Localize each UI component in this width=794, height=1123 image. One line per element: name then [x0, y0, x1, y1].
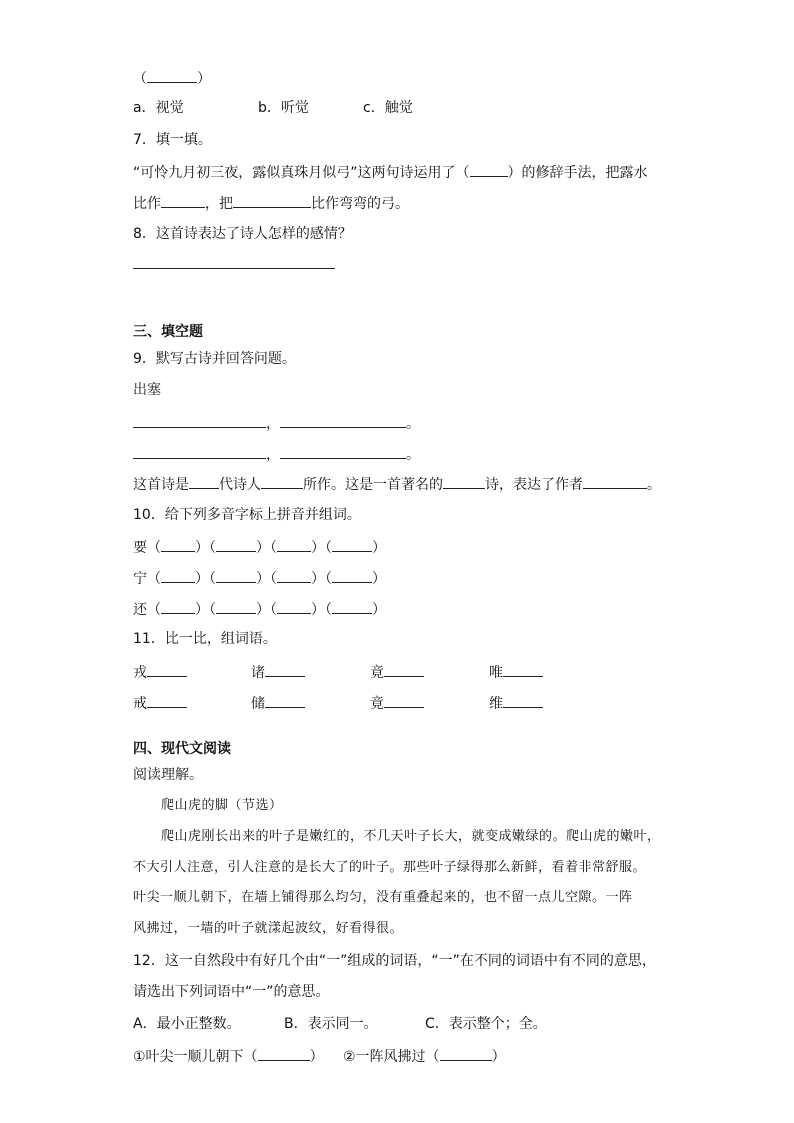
compare-char: 储 — [251, 696, 265, 712]
compare-char: 戒 — [133, 696, 147, 712]
q12-option-a: A．最小正整数。 — [133, 1016, 241, 1032]
q7-line2 — [133, 193, 409, 213]
q7-line1 — [133, 162, 648, 182]
compare-char: 维 — [489, 696, 503, 712]
poem-blank[interactable] — [133, 413, 266, 428]
passage-title: 爬山虎的脚（节选） — [161, 798, 283, 813]
compare-item — [251, 662, 305, 682]
compare-item — [370, 693, 424, 713]
poem-line-1 — [133, 413, 420, 433]
q10-title: 10．给下列多音字标上拼音并组词。 — [133, 507, 361, 523]
emotion-blank[interactable] — [583, 474, 647, 489]
answer-blank[interactable] — [233, 193, 311, 208]
compare-item — [489, 693, 543, 713]
q8-title: 8．这首诗表达了诗人怎样的感情？ — [133, 226, 352, 242]
q9-text: 所作。这是一首著名的 — [303, 477, 443, 493]
word-blank[interactable] — [147, 662, 187, 677]
section3-heading: 三、填空题 — [133, 324, 203, 340]
polyphone-char: 宁 — [133, 571, 147, 587]
q7-text: ，把 — [205, 196, 233, 212]
dynasty-blank[interactable] — [189, 474, 219, 489]
word-blank[interactable] — [503, 693, 543, 708]
q12-item-2 — [343, 1046, 506, 1066]
pinyin-blank[interactable] — [161, 599, 195, 614]
q9-text: 诗，表达了作者 — [485, 477, 583, 493]
period: 。 — [406, 416, 420, 432]
option-c: c．触觉 — [363, 100, 413, 116]
compare-char: 戎 — [133, 665, 147, 681]
comma: ， — [266, 416, 280, 432]
word-blank[interactable] — [384, 662, 424, 677]
q12-option-c: C．表示整个；全。 — [425, 1016, 547, 1032]
q9-text: 。 — [647, 477, 661, 493]
q12-option-b: B．表示同一。 — [284, 1016, 378, 1032]
passage-line: 风拂过，一墙的叶子就漾起波纹，好看得很。 — [133, 921, 404, 936]
word-blank[interactable] — [332, 568, 372, 583]
passage-line: 爬山虎刚长出来的叶子是嫩红的，不几天叶子长大，就变成嫩绿的。爬山虎的嫩叶， — [161, 829, 661, 844]
pinyin-blank[interactable] — [277, 568, 311, 583]
q9-title: 9．默写古诗并回答问题。 — [133, 351, 296, 367]
compare-char: 竟 — [370, 696, 384, 712]
word-blank[interactable] — [265, 662, 305, 677]
q7-text: 比作弯弯的弓。 — [311, 196, 409, 212]
compare-item — [251, 693, 305, 713]
poem-title: 出塞 — [133, 382, 161, 398]
q7-text: “可怜九月初三夜，露似真珠月似弓”这两句诗运用了（ — [133, 165, 470, 181]
polyphone-char: 还 — [133, 602, 147, 618]
polyphone-char: 要 — [133, 540, 147, 556]
polyphone-row: 要（ ）（ ）（ ）（ ） — [133, 537, 386, 557]
answer-blank[interactable] — [258, 1046, 310, 1061]
poem-blank[interactable] — [133, 444, 266, 459]
period: 。 — [406, 447, 420, 463]
word-blank[interactable] — [216, 599, 256, 614]
q6-answer-line — [133, 68, 211, 88]
word-blank[interactable] — [216, 568, 256, 583]
close-paren: ） — [197, 71, 211, 87]
poet-blank[interactable] — [261, 474, 303, 489]
compare-item — [133, 693, 187, 713]
pinyin-blank[interactable] — [277, 599, 311, 614]
open-paren: （ — [133, 71, 147, 87]
q8-answer-line[interactable] — [133, 268, 335, 269]
poem-blank[interactable] — [280, 413, 406, 428]
answer-blank[interactable] — [161, 193, 205, 208]
option-b: b．听觉 — [258, 100, 309, 116]
section4-heading: 四、现代文阅读 — [133, 741, 231, 757]
pinyin-blank[interactable] — [277, 537, 311, 552]
passage-line: 不大引人注意，引人注意的是长大了的叶子。那些叶子绿得那么新鲜，看着非常舒服。 — [133, 860, 647, 875]
compare-item — [133, 662, 187, 682]
q12-item-text: ②一阵风拂过（ — [343, 1049, 440, 1065]
word-blank[interactable] — [503, 662, 543, 677]
poem-blank[interactable] — [280, 444, 406, 459]
pinyin-blank[interactable] — [161, 568, 195, 583]
word-blank[interactable] — [265, 693, 305, 708]
answer-blank[interactable] — [147, 68, 197, 83]
close-paren: ） — [491, 1049, 506, 1065]
pinyin-blank[interactable] — [161, 537, 195, 552]
comma: ， — [266, 447, 280, 463]
word-blank[interactable] — [147, 693, 187, 708]
polyphone-row: 还（ ）（ ）（ ）（ ） — [133, 599, 386, 619]
word-blank[interactable] — [332, 599, 372, 614]
compare-item — [370, 662, 424, 682]
word-blank[interactable] — [332, 537, 372, 552]
q9-text: 这首诗是 — [133, 477, 189, 493]
compare-char: 竟 — [370, 665, 384, 681]
word-blank[interactable] — [384, 693, 424, 708]
q7-text: 比作 — [133, 196, 161, 212]
genre-blank[interactable] — [443, 474, 485, 489]
compare-item — [489, 662, 543, 682]
q11-title: 11．比一比，组词语。 — [133, 631, 277, 647]
answer-blank[interactable] — [440, 1046, 492, 1061]
polyphone-row: 宁（ ）（ ）（ ）（ ） — [133, 568, 386, 588]
q9-sentence — [133, 474, 661, 494]
reading-intro: 阅读理解。 — [133, 767, 203, 783]
rhetoric-blank[interactable] — [470, 162, 508, 177]
option-a: a．视觉 — [133, 100, 184, 116]
passage-line: 叶尖一顺儿朝下，在墙上铺得那么均匀，没有重叠起来的，也不留一点儿空隙。一阵 — [133, 890, 633, 905]
q12-item-1 — [133, 1046, 324, 1066]
compare-char: 唯 — [489, 665, 503, 681]
q12-line1: 12．这一自然段中有好几个由“一”组成的词语，“一”在不同的词语中有不同的意思， — [133, 953, 656, 969]
compare-char: 诸 — [251, 665, 265, 681]
poem-line-2 — [133, 444, 420, 464]
close-paren: ） — [309, 1049, 324, 1065]
word-blank[interactable] — [216, 537, 256, 552]
q7-title: 7．填一填。 — [133, 132, 212, 148]
q9-text: 代诗人 — [219, 477, 261, 493]
q12-item-text: ①叶尖一顺儿朝下（ — [133, 1049, 258, 1065]
q12-line2: 请选出下列词语中“一”的意思。 — [133, 984, 330, 1000]
q7-text: ）的修辞手法，把露水 — [507, 165, 648, 181]
